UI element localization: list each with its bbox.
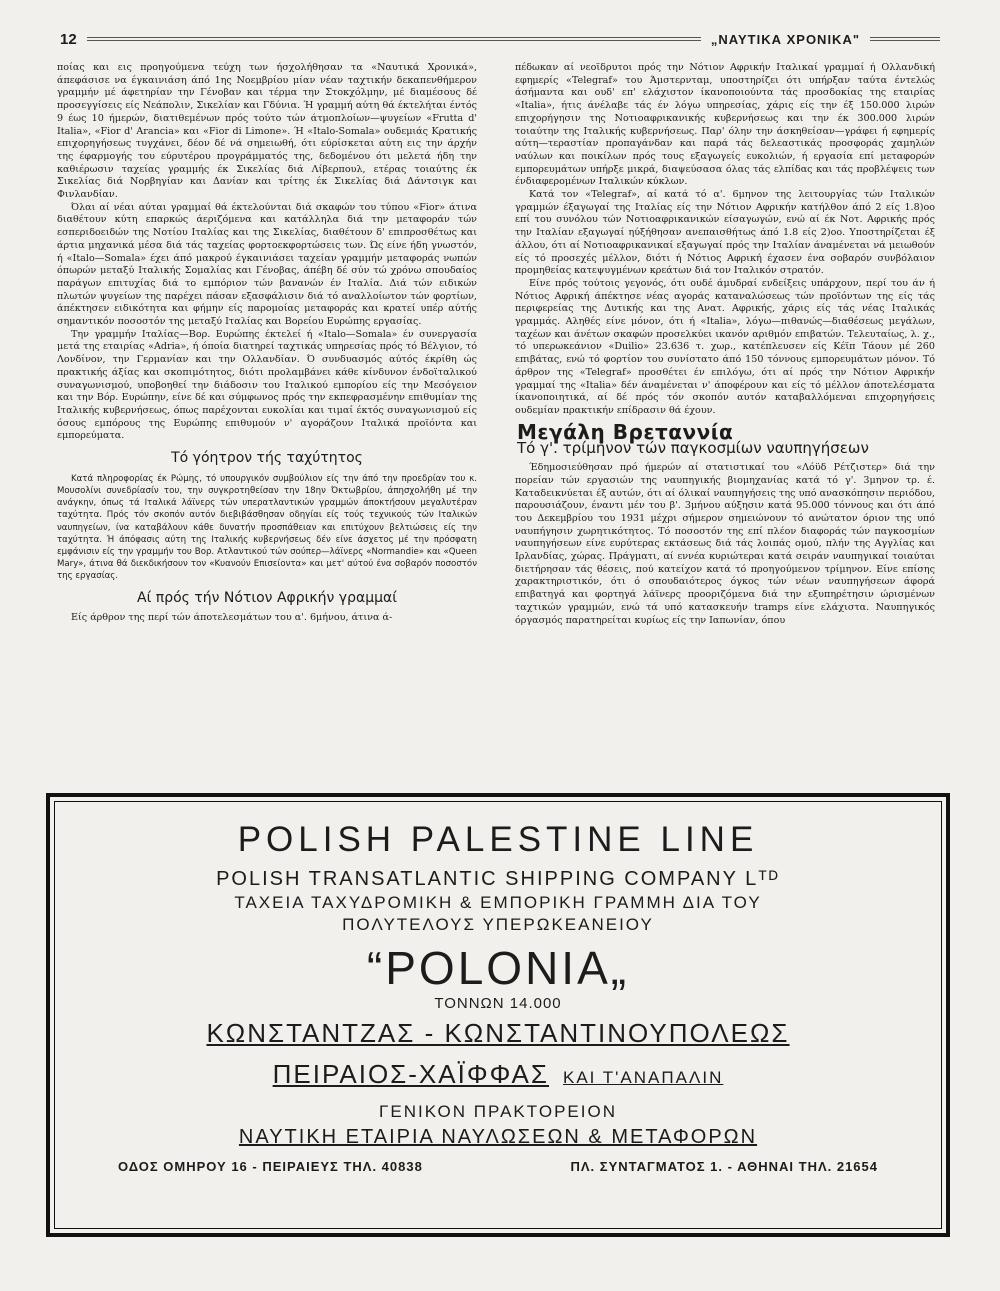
ad-tonnage: ΤΟΝΝΩΝ 14.000 [434,995,562,1012]
advertisement-inner-frame [54,801,942,1229]
page-number: 12 [60,30,77,48]
ad-route-2-suffix: ΚΑΙ Τ'ΑΝΑΠΑΛΙΝ [562,1068,724,1087]
right-paragraph-2: Κατά τον «Telegraf», αί κατά τό α'. 6μηνον της λειτουργίας τών Ιταλικών γραμμών έξαγωγαί της Ιταλίας είς την Νότιον Αφρικήν κατήλθον άπό 2 είς 1.8)οο επί του συνόλου τών Νοτιοαφρικανικών είσαγωγών, ενώ αί έκ Νοτ. Αφρικής πρός την Ιταλίαν εξαγωγαί ηύξήθησαν ανεπαισθήτως άπό 1.8 είς 2)οο. Υποστηρίζεται έξ άλλου, ότι αί Νοτιοαφρικανικαί εξαγωγαί πρός την Ιταλίαν άναμένεται νά μειωθούν είς τό προσεχές μέλλον, διότι ή Νότιος Αφρική έχασεν ένα σοβαρόν συνβόλαιον προμηθείας κατεψυγμένων κρεάτων διά τον Ιταλικόν στρατόν. [515,189,935,277]
left-paragraph-3: Την γραμμήν Ιταλίας—Βορ. Ευρώπης έκτελεί ή «Italo—Somala» έν συνεργασία μετά της εταιρίας «Adria», ή όποία διατηρεί ταχτικάς υπηρεσίας πρός τό Βέλγιον, τό Λονδίνον, την Γερμανίαν και την Ολλανδίαν. Ό συνδυασμός αύτός έκρίθη ώς πρακτικής άξίας και σκοπιμότητος, διότι προλαμβάνει κάθε κίνδυνον ένδοϊταλικού συναγωνισμού, υποβοηθεί την διάδοσιν του Ιταλικού εμπορίου είς την Μεσόγειον και την Βόρ. Ευρώπην, είνε δέ και σύμφωνος πρός την εκπεφρασμένην επιθυμίαν της Ιταλικής κυβερνήσεως, όπως παρέχονται ευκολίαι και τιμαί έκτός συναγωνισμού είς όσους εμπόρους της Ευρώπης επιθυμούν ν' αγοράζουν Ιταλικά προϊόντα και εμπορεύματα. [57,328,477,442]
ad-line-company-full: POLISH TRANSATLANTIC SHIPPING COMPANY Lᵀᴰ [216,868,780,890]
ad-route-2: ΠΕΙΡΑΙΟΣ-ΧΑΪΦΦΑΣ [272,1059,549,1089]
page-header [60,28,940,50]
left-paragraph-1: ποίας και εις προηγούμενα τεύχη των ήσχολήθησαν τα «Ναυτικά Χρονικά», άπεφάσισε να έγκαινιάση άπό 1ης Νοεμβρίου μίαν νέαν ταχτικήν δεκαπενθήμερον γραμμήν μέ άφετηρίαν την Γένοβαν και τέρμα την Στοκχόλμην, μέ διαμέσους δέ προσεγγίσεις είς Νεάπολιν, Σικελίαν και Γδύνια. Ή γραμμή αύτη θά έκτελήται έντός 9 έως 10 ήμερών, διατιθεμένων πρός τούτο τών άτμοπλοίων—ψυγείων «Frutta d' Italia», «Fior d' Arancia» και «Fior di Limone». Ή «Italo-Somala» ουδεμιάς Κρατικής επιχορηγήσεως τυγχάνει, δέον δέ νά σημειωθή, ότι εύρίσκεται αύτη εις την άρχήν της έφαρμογής του εύρυτέρου προγράμματός της, δεδομένου ότι μελετά ήδη την καθιέρωσιν ταχείας γραμμής έκ Σικελίας διά Λίβερπουλ, ετέρας τοιαύτης έκ Σικελίας διά Νορβηγίαν και Δανίαν και τρίτης έκ Σικελίας διά Δάντσιγκ και Φινλανδίαν. [57,62,477,201]
left-paragraph-4: Κατά πληροφορίας έκ Ρώμης, τό υπουργικόν συμβούλιον είς την άπό την προεδρίαν του κ. Μουσολίνι συνεδρίασίν του, την συγκροτηθείσαν την 18ην Όκτωβρίου, άπησχολήθη μέ την ανάγκην, όπως τά Ιταλικά λάϊνερς τών υπερατλαντικών γραμμών άποκτήσουν μεγαλυτέραν ταχύτητα. Πρός τόν σκοπόν αυτόν διεβιβάσθησαν οδηγίαι είς τούς τεχνικούς τών Ιταλικών ναυπηγείων, ίνα καταβάλουν κάθε δυνατήν προσπάθειαν και επιτύχουν βελτιώσεις είς την ταχύτητα. Ή άπόφασις αύτη της Ιταλικής κυβερνήσεως δέν είνε άσχετος μέ την πρόσφατη εμφάνισιν είς την γραμμήν του Βορ. Ατλαντικού τών σούπερ—λάϊνερς «Normandie» και «Queen Mary», άτινα θά διεκδικήσουν τον «Κυανούν Επισείοντα» και μετ' αύτού ένα σοβαρόν ποσοστόν της εργασίας. [57,473,477,582]
ad-route-2-row [273,1059,724,1090]
ad-agency-company: ΝΑΥΤΙΚΗ ΕΤΑΙΡΙΑ ΝΑΥΛΩΣΕΩΝ & ΜΕΤΑΦΟΡΩΝ [238,1126,758,1148]
ad-line-company-name: POLISH PALESTINE LINE [237,820,759,859]
section-title-great-britain: Μεγάλη Βρεταννία [517,419,734,444]
section-title-south-africa: Αί πρός τήν Νότιον Αφρικήν γραμμαί [137,589,397,606]
section-subtitle-shipbuilding: Τό γ'. τρίμηνον τών παγκοσμίων ναυπηγήσεων [517,439,869,458]
right-paragraph-3: Είνε πρός τούτοις γεγονός, ότι ουδέ άμυδραί ενδείξεις υπάρχουν, περί του άν ή Νότιος Αφρική άπέκτησε νέας αγοράς καταναλώσεως τών προϊόντων της είς τάς περιφερείας της Δυτικής και της Ανατ. Αφρικής, χάρις είς τάς νέας Ιταλικάς γραμμάς. Αληθές είνε μόνον, ότι ή «Italia», λόγω—πιθανώς—διαθέσεως μεγάλων, ταχέων και άνέτων σκαφών προσελκύει ικανόν αριθμόν επιβατών. Τελευταίως, λ. χ., τό υπερωκεάνιον «Duilio» 23.636 τ. χωρ., κατέπλευσεν είς Κέϊπ Τάουν μέ 260 επιβάτας, ενώ τό φορτίον του συνίστατο άπό 150 τόννους εμπορευμάτων μόνον. Τό άρθρον της «Telegraf» προσθέτει έν επιλόγω, ότι αί πρός την Νότιον Αφρικήν γραμμαί της «Italia» δέν άναμένεται ν' άποφέρουν και είς τό μέλλον άποτελέσματα ίκανοποιητικά, αί δέ πρός τόν σκοπόν αυτόν καταβαλλόμεναι επιχορηγήσεις ουδεμίαν πρακτικήν επίδρασιν θά έχουν. [515,277,935,416]
ad-line-liner: ΠΟΛΥΤΕΛΟΥΣ ΥΠΕΡΩΚΕΑΝΕΙΟΥ [342,915,654,934]
ad-addresses [118,1159,878,1174]
ad-ship-name: “POLONIA„ [366,942,630,994]
ad-line-service: ΤΑΧΕΙΑ ΤΑΧΥΔΡΟΜΙΚΗ & ΕΜΠΟΡΙΚΗ ΓΡΑΜΜΗ ΔΙΑ ΤΟΥ [234,893,762,912]
left-column [57,62,477,777]
ad-route-1: ΚΩΝΣΤΑΝΤΖΑΣ - ΚΩΝΣΤΑΝΤΙΝΟΥΠΟΛΕΩΣ [206,1018,790,1048]
header-rule [87,37,701,41]
right-paragraph-4: Έδημοσιεύθησαν πρό ήμερών αί στατιστικαί του «Λόϋδ Ρέτζιστερ» διά την πορείαν τών εργασιών της ναυπηγικής βιομηχανίας κατά τό γ'. 3μηνον τρ. έ. Καταδεικνύεται έξ αυτών, ότι αί όλικαί ναυπηγήσεις της υπό ανασκόπησιν περιόδου, παρουσιάζουν, έναντι μέν του β'. 3μήνου αύξησιν κατά 95.000 τόννους και ότι άπό του Δεκεμβρίου του 1931 μέχρι σήμερον σημειώνουν τό ανώτατον όριον της υπό ναυπήγησιν χωρητικότητος. Τό ποσοστόν της επί πλέον διαφοράς τών παγκοσμίων ναυπηγήσεων είνε ευρύτερας εκτάσεως διά τάς λοιπάς ομού, πλήν της Αγγλίας και Ιρλανδίας, χώρας. Πράγματι, αί εννέα κυριώτεραι κατά σειράν ναυπηγικαί τοιαύται διετήρησαν τάς θέσεις, πού κατείχον κατά τό προηγούμενον τρίμηνον. Είνε επίσης χαρακτηριστικόν, ότι ό σπουδαιότερος όγκος τών νέων ναυπηγήσεων άφορά επιβατηγά και φορτηγά λάϊνερς προοριζόμενα διά την εξυπηρέτησιν ώρισμένων ταχτικών γραμμών, ενώ τά υπό κατασκευήν tramps είνε ελάχιστα. Ναυπηγικός όργασμός παρατηρείται κυρίως είς την Ιαπωνίαν, όπου [515,462,935,626]
ad-agency: ΓΕΝΙΚΟΝ ΠΡΑΚΤΟΡΕΙΟΝ [379,1102,617,1121]
ad-address-athens: ΠΛ. ΣΥΝΤΑΓΜΑΤΟΣ 1. - ΑΘΗΝΑΙ ΤΗΛ. 21654 [570,1159,878,1174]
shipping-advertisement [46,793,950,1237]
ad-address-piraeus: ΟΔΟΣ ΟΜΗΡΟΥ 16 - ΠΕΙΡΑΙΕΥΣ ΤΗΛ. 40838 [118,1159,423,1174]
right-column [515,62,935,777]
publication-title: „ΝΑΥΤΙΚΑ ΧΡΟΝΙΚΑ" [710,31,860,47]
left-paragraph-2: Όλαι αί νέαι αύται γραμμαί θά έκτελούνται διά σκαφών του τύπου «Fior» άτινα διαθέτουν κύτη επαρκώς άεριζόμενα και κατάλληλα διά την μεταφοράν τών εσπεριδοειδών της Νοτίου Ιταλίας και της Σικελίας, διαθέτουν δ' επιπροσθέτως και άρτια μηχανικά μέσα διά τάς ταχείας φορτοεκφορτώσεις των. Ώς είνε ήδη γνωστόν, ή «Italo—Somala» έχει άπό μακρού έγκαινιάσει ταχείαν γραμμήν μεταφοράς νωπών όπωρών μεταξύ Ιταλικής Σομαλίας και Γένοβας, άπέβη δέ σύν τώ χρόνω σπουδαίος παράγων επιτυχίας διά το εμπόριον τών βανανών έν Ιταλία. Διά τών ειδικών πλωτών ψυγείων της παρέχει πάσαν εξασφάλισιν διά τό αναλλοίωτον τών φορτίων, άπέκτησεν ειδικότητα και φήμην είς παρομοίας μεταφοράς και κρατεί υπέρ αύτής σημαντικόν ποσοστόν της μεταξύ Ιταλίας και Βορείου Ευρώπης εργασίας. [57,201,477,328]
right-paragraph-1: πέδωκαν αί νεοϊδρυτοι πρός την Νότιον Αφρικήν Ιταλικαί γραμμαί ή Ολλανδική εφημερίς «Telegraf» του Άμστερνταμ, υποστηρίζει ότι υπήρξαν ταύτα έντελώς άσήμαντα και ουδ' επ' ελάχιστον ίκανοποιούντα τάς προσδοκίας της εταιρίας «Italia», ήτις άνέλαβε τάς έν λόγω υπηρεσίας, χάρις είς την έξ 150.000 λιρών επιχορήγησιν της Νοτιοαφρικανικής κυβερνήσεως και την έκ 300.000 λιρών τοιαύτην της Ιταλικής κυβερνήσεως. Παρ' όλην την άσκηθείσαν—γράφει ή εφημερίς αύτη—τεραστίαν προπαγάνδαν και παρά τάς δελεαστικάς προσφοράς χαμηλών ναύλων και ποικίλων πρός τους εξαγωγείς ευκολιών, ή εργασία επί μεταφορών εμπορευμάτων υπήρξε μικρά, διαψεύσασα όλας τάς ελπίδας και τάς προβλέψεις των ένδιαφερομένων Ιταλικών κύκλων. [515,62,935,188]
left-paragraph-5: Είς άρθρον της περί τών άποτελεσμάτων του α'. 6μήνου, άτινα ά- [71,612,393,624]
section-title-speed: Τό γόητρον τής ταχύτητος [171,450,363,467]
header-rule-right [870,37,940,41]
